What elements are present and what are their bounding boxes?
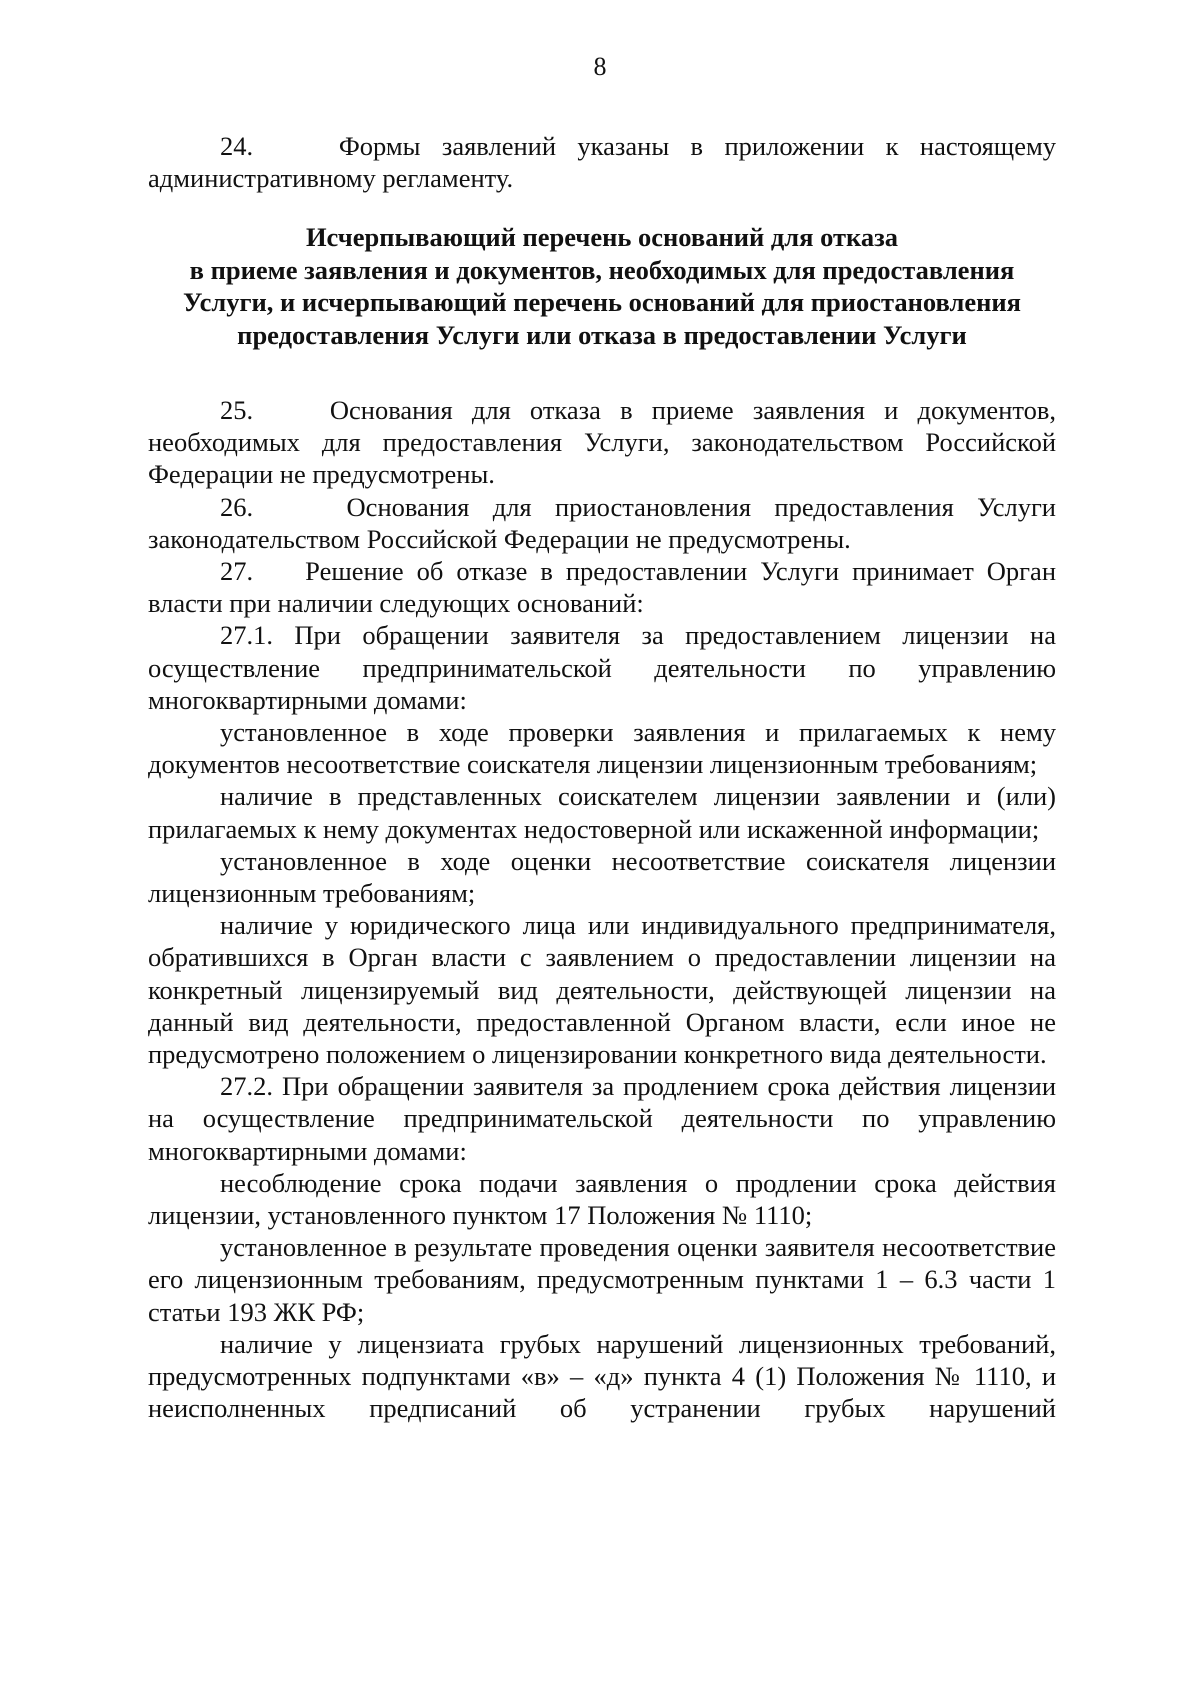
list-item: установленное в ходе оценки несоответствие соискателя лицензии лицензионным требованиям; — [148, 845, 1056, 909]
paragraph-24-block — [148, 130, 1056, 194]
list-item: наличие у лицензиата грубых нарушений лицензионных требований, предусмотренных подпунктами «в» – «д» пункта 4 (1) Положения № 1110, и неисполненных предписаний об устранении грубых нарушений — [148, 1328, 1056, 1424]
section-heading — [130, 221, 1074, 351]
list-item: несоблюдение срока подачи заявления о продлении срока действия лицензии, установленного пунктом 17 Положения № 1110; — [148, 1167, 1056, 1231]
heading-line: предоставления Услуги или отказа в предоставлении Услуги — [237, 319, 967, 350]
paragraph-24: 24. Формы заявлений указаны в приложении к настоящему административному регламенту. — [148, 131, 1056, 194]
paragraph-26: 26. Основания для приостановления предоставления Услуги законодательством Российской Федерации не предусмотрены. — [148, 491, 1056, 554]
heading-line: Исчерпывающий перечень оснований для отказа — [305, 222, 899, 252]
heading-line: Услуги, и исчерпывающий перечень оснований для приостановления — [183, 287, 1021, 317]
list-item: установленное в результате проведения оценки заявителя несоответствие его лицензионным требованиям, предусмотренным пунктами 1 – 6.3 части 1 статьи 193 ЖК РФ; — [148, 1232, 1056, 1327]
paragraph-27-1: 27.1. При обращении заявителя за предоставлением лицензии на осуществление предпринимательской деятельности по управлению многоквартирными домами: — [148, 620, 1056, 715]
heading-line: в приеме заявления и документов, необходимых для предоставления — [189, 254, 1015, 285]
list-item: наличие у юридического лица или индивидуального предпринимателя, обратившихся в Орган власти с заявлением о предоставлении лицензии на конкретный лицензируемый вид деятельности, действующей лицензии на данный вид деятельности, предоставленной Органом власти, если иное не предусмотрено положением о лицензировании конкретного вида деятельности. — [148, 910, 1056, 1070]
page-number: 8 — [593, 52, 607, 81]
paragraph-25: 25. Основания для отказа в приеме заявления и документов, необходимых для предоставления Услуги, законодательством Российской Федерации не предусмотрены. — [148, 395, 1056, 490]
paragraph-27: 27. Решение об отказе в предоставлении Услуги принимает Орган власти при наличии следующих оснований: — [148, 556, 1056, 619]
list-item: установленное в ходе проверки заявления и прилагаемых к нему документов несоответствие соискателя лицензии лицензионным требованиям; — [148, 717, 1056, 780]
paragraph-27-2: 27.2. При обращении заявителя за продлением срока действия лицензии на осуществление предпринимательской деятельности по управлению многоквартирными домами: — [148, 1071, 1056, 1166]
list-item: наличие в представленных соискателем лицензии заявлении и (или) прилагаемых к нему документах недостоверной или искаженной информации; — [148, 781, 1056, 844]
main-text-block — [148, 394, 1056, 1425]
